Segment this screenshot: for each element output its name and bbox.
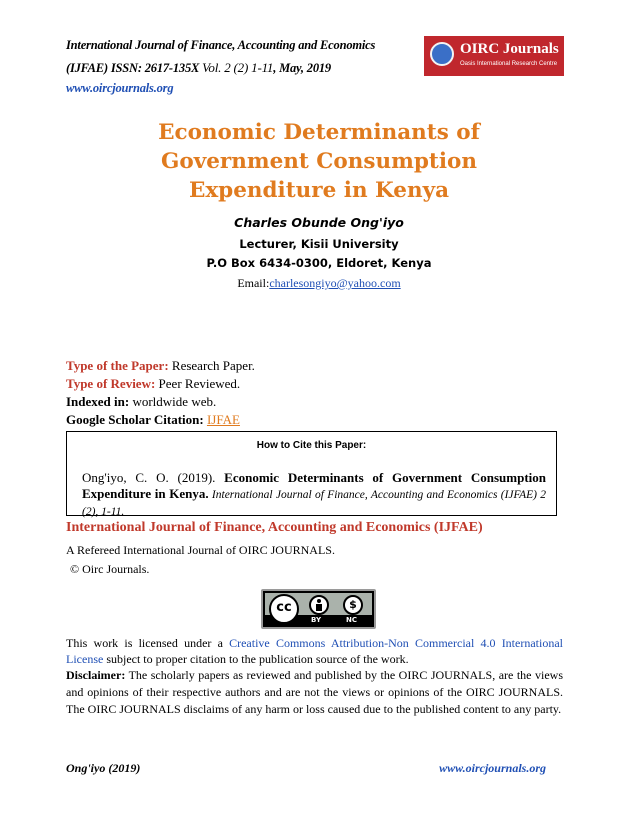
scholar-label: Google Scholar Citation: xyxy=(66,412,204,427)
type-of-paper xyxy=(66,358,255,374)
author-email xyxy=(80,276,558,291)
oirc-logo xyxy=(424,36,564,76)
type-paper-value: Research Paper. xyxy=(168,358,255,373)
email-link[interactable]: charlesongiyo@yahoo.com xyxy=(269,276,401,290)
email-label: Email: xyxy=(237,276,270,290)
author-name: Charles Obunde Ong'iyo xyxy=(234,215,404,230)
disclaimer-text: The scholarly papers as reviewed and published by the OIRC JOURNALS, are the views and opinions of their respective authors and are not the views or opinions of the OIRC JOURNALS. The OIRC JOURNALS disclaims of any harm or loss caused due to the published content to any party. xyxy=(66,668,563,716)
issn-text: (IJFAE) ISSN: 2617-135X xyxy=(66,61,203,75)
refereed-statement: A Refereed International Journal of OIRC JOURNALS. xyxy=(66,543,335,557)
indexed-label: Indexed in: xyxy=(66,394,130,409)
issn-line xyxy=(66,60,331,76)
logo-subtitle: Oasis International Research Centre xyxy=(460,61,558,67)
type-paper-label: Type of the Paper: xyxy=(66,358,169,373)
journal-name: International Journal of Finance, Accounting and Economics xyxy=(66,38,376,52)
noncommercial-icon xyxy=(343,595,363,615)
type-review-value: Peer Reviewed. xyxy=(155,376,241,391)
license-link[interactable]: Creative Commons Attribution-Non Commercial 4.0 International License xyxy=(66,636,563,666)
citation-text xyxy=(82,470,546,520)
cc-text: cc xyxy=(276,600,292,615)
title-line-1: Economic Determinants of xyxy=(158,120,480,145)
author-position: Lecturer, Kisii University xyxy=(239,237,399,251)
indexed-in xyxy=(66,394,216,410)
cc-icon xyxy=(269,594,299,624)
indexed-value: worldwide web. xyxy=(129,394,217,409)
author-address: P.O Box 6434-0300, Eldoret, Kenya xyxy=(206,256,432,270)
header-website-link[interactable]: www.oircjournals.org xyxy=(66,81,174,95)
dollar-glyph: $ xyxy=(349,598,357,611)
license-paragraph xyxy=(66,636,563,667)
citation-authors: Ong'iyo, C. O. (2019). xyxy=(82,470,225,485)
article-title xyxy=(80,118,558,205)
type-review-label: Type of Review: xyxy=(66,376,156,391)
citation-heading: How to Cite this Paper: xyxy=(256,440,367,451)
nc-label: NC xyxy=(346,616,357,624)
footer-website-link[interactable]: www.oircjournals.org xyxy=(439,761,546,775)
globe-icon xyxy=(430,42,454,66)
citation-title: Economic Determinants of Government Consumption Expenditure in Kenya. xyxy=(82,470,546,501)
cc-license-badge[interactable] xyxy=(261,589,376,629)
google-scholar-citation xyxy=(66,412,240,428)
license-suffix: subject to proper citation to the publication source of the work. xyxy=(103,651,409,666)
title-line-3: Expenditure in Kenya xyxy=(188,178,450,203)
license-prefix: This work is licensed under a xyxy=(66,636,230,650)
type-of-review xyxy=(66,376,240,392)
journal-full-name: International Journal of Finance, Accounting and Economics (IJFAE) xyxy=(66,520,483,535)
volume-text: Vol. 2 (2) 1-11 xyxy=(202,60,274,75)
citation-box xyxy=(66,431,557,516)
disclaimer-label: Disclaimer: xyxy=(66,668,126,682)
copyright-notice: © Oirc Journals. xyxy=(70,562,150,576)
by-label: BY xyxy=(311,616,322,624)
journal-header-line xyxy=(66,38,375,53)
disclaimer-paragraph xyxy=(66,667,563,718)
attribution-icon xyxy=(309,595,329,615)
citation-source: International Journal of Finance, Accounting and Economics (IJFAE) 2 (2), 1-11. xyxy=(82,489,546,518)
issue-date: , May, 2019 xyxy=(273,61,331,75)
scholar-link[interactable]: IJFAE xyxy=(206,412,240,427)
footer-author: Ong'iyo (2019) xyxy=(66,761,141,775)
logo-brand: OIRC Journals xyxy=(460,41,559,57)
title-line-2: Government Consumption xyxy=(161,149,477,174)
